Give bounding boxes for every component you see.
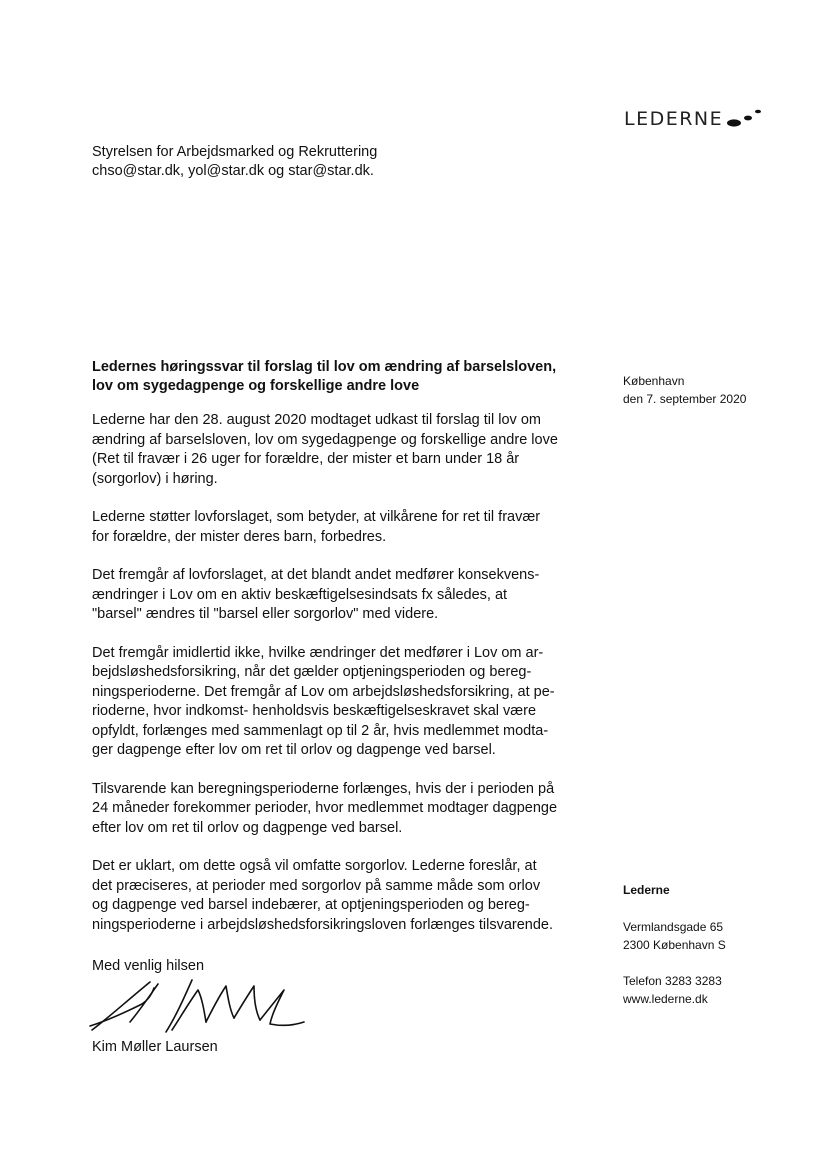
lederne-logo: [624, 108, 763, 130]
date-block: [623, 372, 746, 408]
sender-street: Vermlandsgade 65: [623, 920, 724, 934]
sender-city: 2300 København S: [623, 938, 726, 952]
recipient-address: [92, 143, 377, 181]
recipient-name: Styrelsen for Arbejdsmarked og Rekruttering: [92, 144, 378, 160]
letter-heading: [92, 358, 582, 396]
recipient-emails: chso@star.dk, yol@star.dk og star@star.dk.: [92, 163, 374, 179]
body-paragraph-1: Lederne har den 28. august 2020 modtaget udkast til forslag til lov om ændring af barselsloven, lov om sygedagpenge og forskellige andre love (Ret til fravær i 26 uger for forældre, der mister et barn under 18 år (sorgorlov) i høring.: [92, 412, 558, 487]
date-city: København: [623, 374, 685, 388]
sender-organization: Lederne: [623, 883, 670, 897]
logo-wordmark: LEDERNE: [624, 108, 724, 130]
heading-line-2: lov om sygedagpenge og forskellige andre love: [92, 378, 420, 394]
sender-phone: Telefon 3283 3283: [623, 974, 722, 988]
body-paragraph-2: Lederne støtter lovforslaget, som betyder, at vilkårene for ret til fravær for forældre, der mister deres barn, forbedres.: [92, 509, 541, 545]
sender-website: www.lederne.dk: [623, 992, 708, 1006]
body-paragraph-3: Det fremgår af lovforslaget, at det blandt andet medfører konsekvens- ændringer i Lov om en aktiv beskæftigelsesindsats fx således, at "barsel" ændres til "barsel eller sorgorlov" med videre.: [92, 567, 540, 622]
body-paragraph-6: Det er uklart, om dette også vil omfatte sorgorlov. Lederne foreslår, at det præciseres, at perioder med sorgorlov på samme måde som orlov og dagpenge ved barsel indebærer, at optjeningsperioden og bereg- ningsperioderne i arbejdsløshedsforsikringsloven forlænges tilsvarende.: [92, 858, 554, 933]
logo-dots-icon: [727, 108, 763, 130]
closing-greeting: Med venlig hilsen: [92, 958, 205, 974]
sender-address: [623, 918, 726, 954]
body-paragraph-5: Tilsvarende kan beregningsperioderne forlænges, hvis der i perioden på 24 måneder forekommer perioder, hvor medlemmet modtager dagpenge efter lov om ret til orlov og dagpenge ved barsel.: [92, 780, 558, 836]
handwritten-signature: [88, 974, 310, 1038]
body-paragraph-4: Det fremgår imidlertid ikke, hvilke ændringer det medfører i Lov om ar- bejdsløshedsforsikring, når det gælder optjeningsperioden og bereg- ningsperioderne. Det fremgår af Lov om arbejdsløshedsforsikring, at pe- rioderne, hvor indkomst- henholdsvis beskæftigelseskravet skal være opfyldt, forlænges med sammenlagt op til 2 år, hvis medlemmet modta- ger dagpenge efter lov om ret til orlov og dagpenge ved barsel.: [92, 644, 555, 758]
date-value: den 7. september 2020: [623, 392, 747, 406]
heading-line-1: Ledernes høringssvar til forslag til lov om ændring af barselsloven,: [92, 359, 557, 375]
signer-name: Kim Møller Laursen: [92, 1039, 218, 1055]
letter-body: [92, 411, 582, 954]
sender-contact: [623, 972, 722, 1008]
